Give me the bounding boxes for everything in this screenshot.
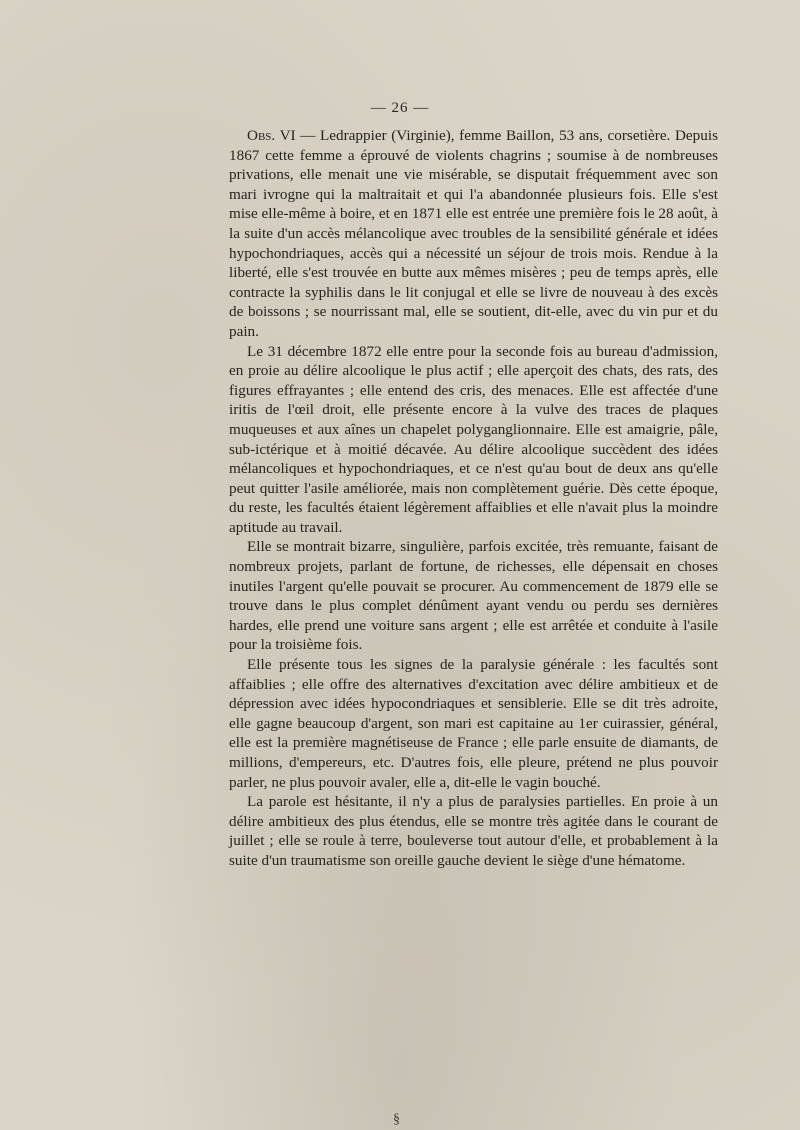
paragraph-text: La parole est hésitante, il n'y a plus de paralysies partielles. En proie à un délire ambitieux des plus étendus, elle se montre très agitée dans le courant de juillet ; elle se roule à terre, bouleverse tout autour d'elle, et probablement à la suite d'un traumatisme son oreille gauche devient le siège d'une hématome. [229,793,718,869]
paragraph [229,655,718,792]
paragraph-text: Le 31 décembre 1872 elle entre pour la seconde fois au bureau d'admission, en proie au délire alcoolique le plus actif ; elle aperçoit des chats, des rats, des figures effrayantes ; elle entend des cris, des menaces. Elle est affectée d'une iritis de l'œil droit, elle présente encore à la vulve des traces de plaques muqueuses et aux aînes un chapelet polyganglionnaire. Elle est amaigrie, pâle, sub-ictérique et à moitié décavée. Au délire alcoolique succèdent des idées mélancoliques et hypochondriaques, et ce n'est qu'au bout de deux ans qu'elle peut quitter l'asile améliorée, mais non complètement guérie. Dès cette époque, du reste, les facultés étaient légèrement affaiblies et elle n'avait plus la moindre aptitude au travail. [229,342,718,536]
paragraph-observation [229,126,718,342]
paragraph [229,792,718,870]
paragraph-text: VI — Ledrappier (Virginie), femme Baillon, 53 ans, corsetière. Depuis 1867 cette femme a éprouvé de violents chagrins ; soumise à de nombreuses privations, elle menait une vie misérable, se disputait fréquemment avec son mari ivrogne qui la maltraitait et qui l'a abandonnée plusieurs fois. Elle s'est mise elle-même à boire, et en 1871 elle est entrée une première fois le 28 août, à la suite d'un accès mélancolique avec troubles de la sensibilité générale et idées hypochondriaques, accès qui a nécessité un séjour de trois mois. Rendue à la liberté, elle s'est trouvée en butte aux mêmes misères ; peu de temps après, elle contracte la syphilis dans le lit conjugal et elle se livre de nouveau à des excès de boissons ; se nourrissant mal, elle se soutient, dit-elle, avec du vin pur et du pain. [229,127,718,340]
bottom-mark: § [393,1112,400,1127]
paragraph-text: Elle se montrait bizarre, singulière, parfois excitée, très remuante, faisant de nombreux projets, parlant de fortune, de richesses, elle dépensait en choses inutiles l'argent qu'elle pouvait se procurer. Au commencement de 1879 elle se trouve dans le plus complet dénûment ayant vendu ou perdu ses dernières hardes, elle prend une voiture sans argent ; elle est arrêtée et conduite à l'asile pour la troisième fois. [229,538,718,654]
body-text [229,126,718,871]
observation-label: Obs. [247,127,276,144]
paragraph [229,342,718,538]
paragraph [229,537,718,655]
page-number: — 26 — [370,100,430,116]
paragraph-text: Elle présente tous les signes de la paralysie générale : les facultés sont affaiblies ; elle offre des alternatives d'excitation avec délire ambitieux et de dépression avec idées hypocondriaques et sensiblerie. Elle se dit très adroite, elle gagne beaucoup d'argent, son mari est capitaine au 1er cuirassier, général, elle est la première magnétiseuse de France ; elle parle ensuite de diamants, de millions, d'empereurs, etc. D'autres fois, elle pleure, prétend ne plus pouvoir parler, ne plus pouvoir avaler, elle a, dit-elle le vagin bouché. [229,656,718,791]
